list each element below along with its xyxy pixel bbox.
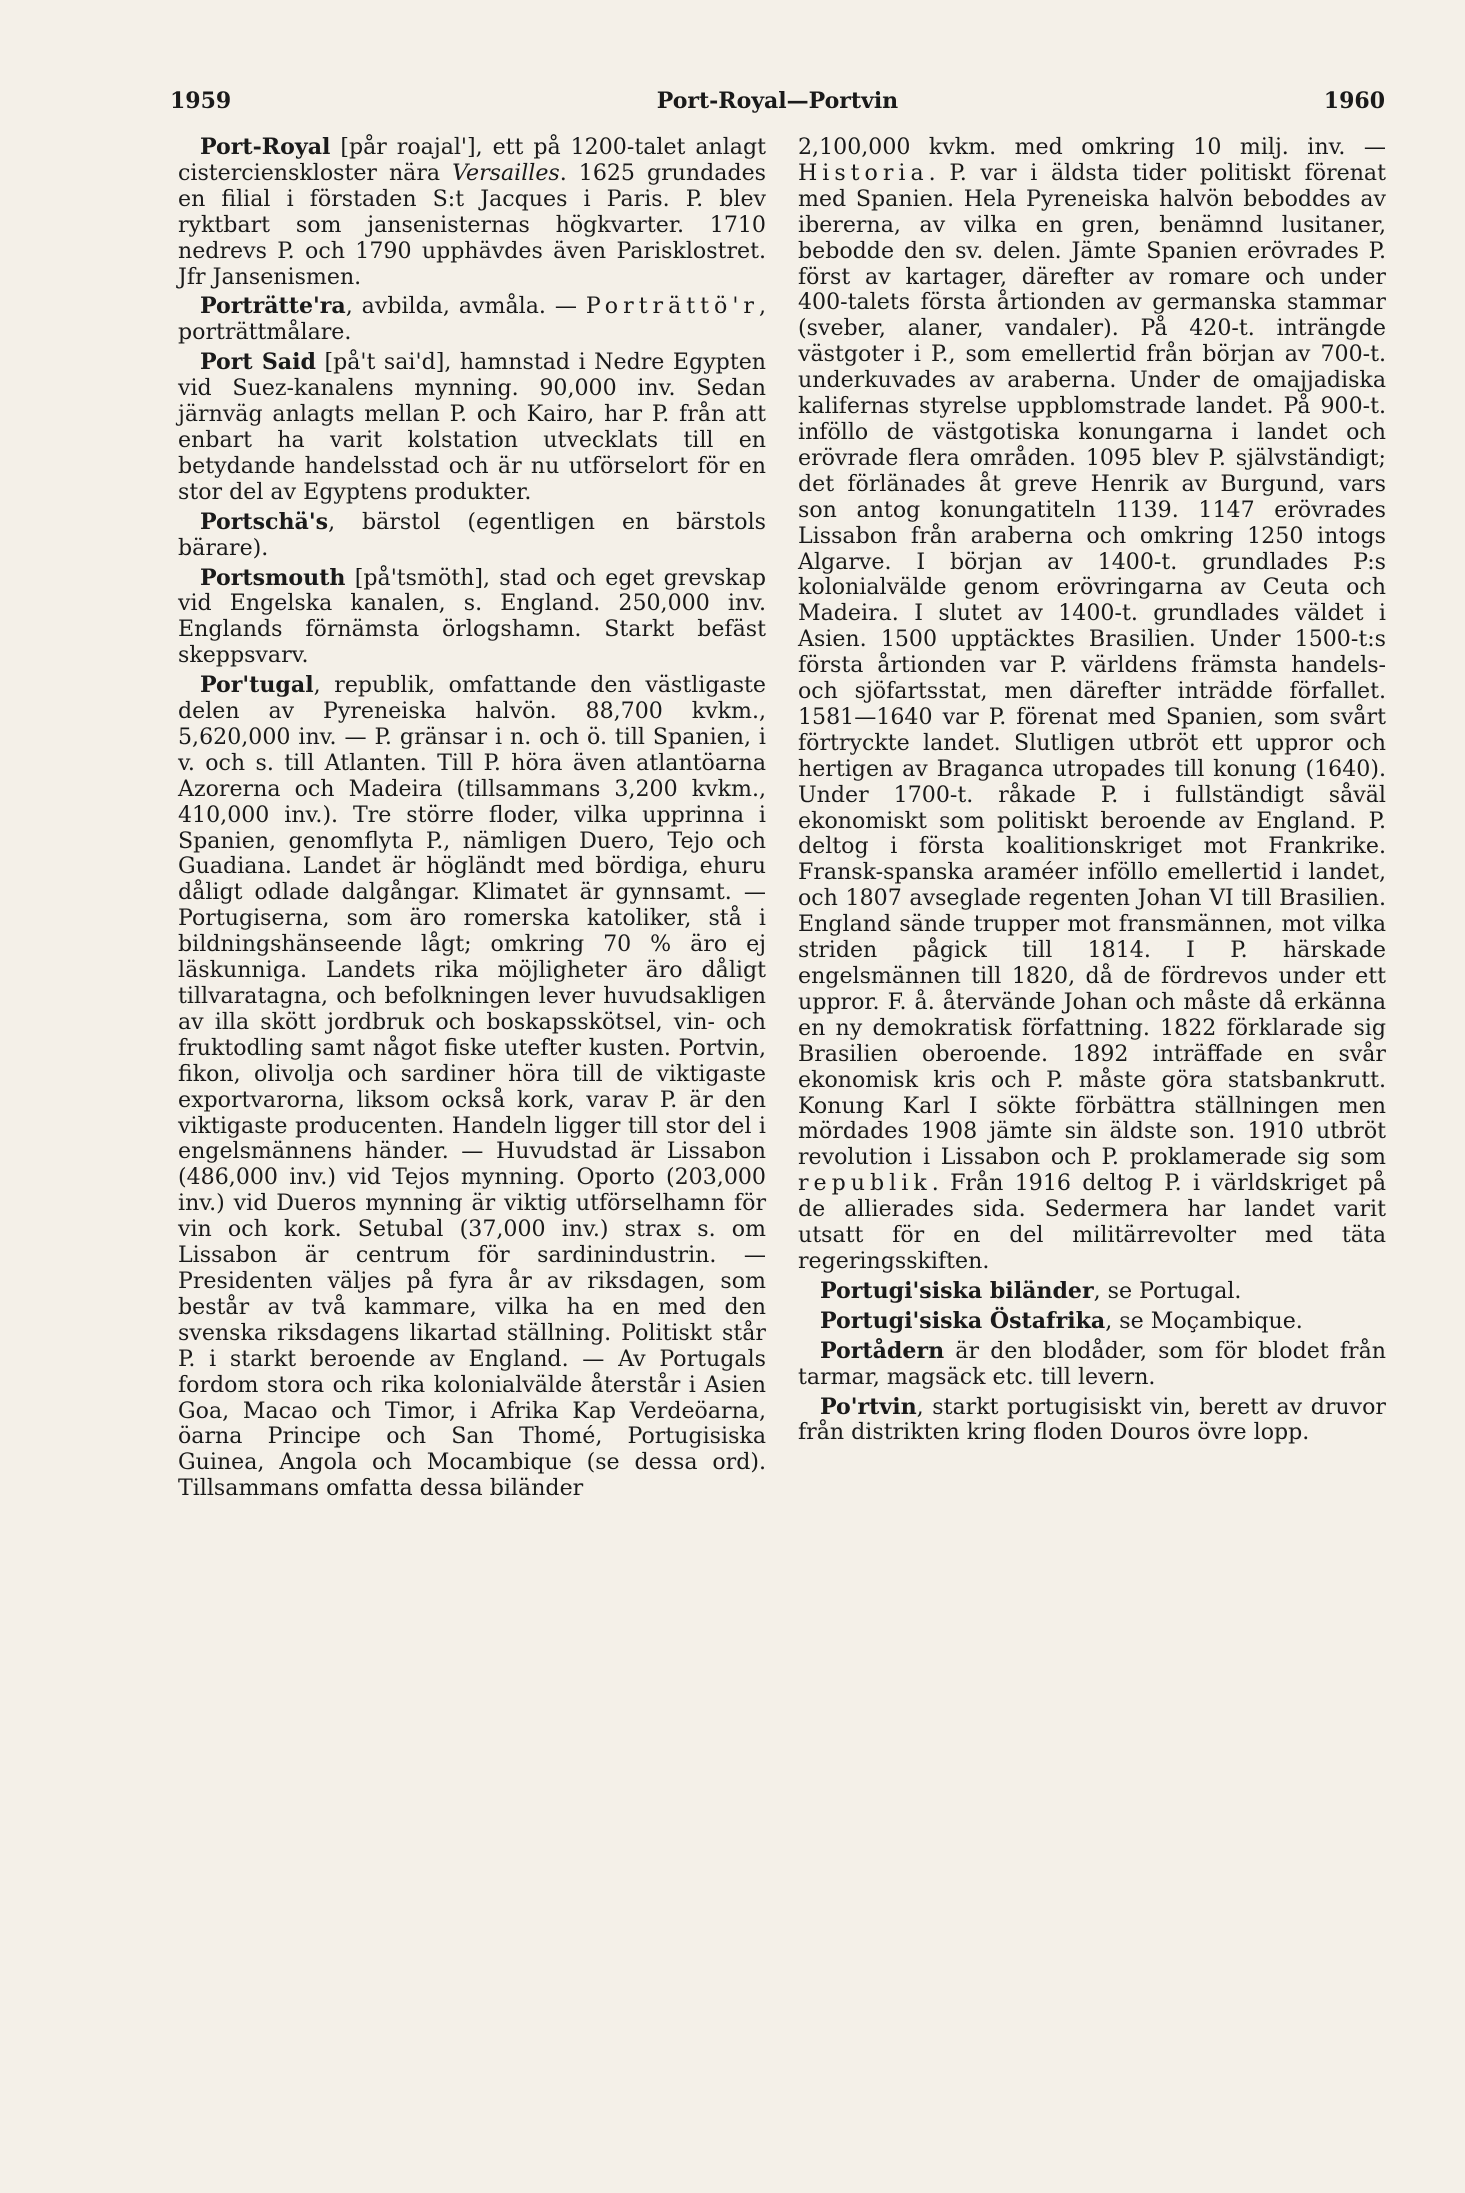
dictionary-entry [798,1395,1386,1447]
entry-text: , bärstol (egentligen en bärstols bärare). [178,508,766,561]
page-number-left: 1959 [170,88,232,114]
entry-text: , republik, omfattande den västligaste delen av Pyreneiska halvön. 88,700 kvkm., 5,620,000 inv. — P. gränsar i n. och ö. till Spanien, i v. och s. till Atlanten. Till P. höra även atlantöarna Azorerna och Madeira (tillsammans 3,200 kvkm., 410,000 inv.). Tre större floder, vilka upprinna i Spanien, genomflyta P., nämligen Duero, Tejo och Guadiana. Landet är högländt med bördiga, ehuru dåligt odlade dalgångar. Klimatet är gynnsamt. — Portugiserna, som äro romerska katoliker, stå i bildningshänseende lågt; omkring 70 % äro ej läskunniga. Landets rika möjligheter äro dåligt tillvaratagna, och befolkningen lever huvudsakligen av illa skött jordbruk och boskapsskötsel, vin- och fruktodling samt något fiske utefter kusten. Portvin, fikon, olivolja och sardiner höra till de viktigaste exportvarorna, liksom också kork, varav P. är den viktigaste producenten. Handeln ligger till stor del i engelsmännens händer. — Huvudstad är Lissabon (486,000 inv.) vid Tejos mynning. Oporto (203,000 inv.) vid Dueros mynning är viktig utförselhamn för vin och kork. Setubal (37,000 inv.) strax s. om Lissabon är centrum för sardinindustrin. — Presidenten väljes på fyra år av riksdagen, som består av två kammare, vilka ha en med den svenska riksdagens likartad ställning. Politiskt står P. i starkt beroende av England. — Av Portugals fordom stora och rika kolonialvälde återstår i Asien Goa, Macao och Timor, i Afrika Kap Verdeöarna, öarna Principe och San Thomé, Portugisiska Guinea, Angola och Mocambique (se dessa ord). Tillsammans omfatta dessa biländer [178,672,766,1502]
dictionary-entry [798,1279,1386,1305]
entry-text: [pår roajal'], ett på 1200-talet anlagt cistercienskloster nära [178,134,766,186]
entry-text: [på't sai'd], hamnstad i Nedre Egypten vid Suez-kanalens mynning. 90,000 inv. Sedan järnväg anlagts mellan P. och Kairo, har P. från att enbart ha varit kolstation utvecklats till en betydande handelsstad och är nu utförselort för en stor del av Egyptens produkter. [178,349,767,505]
entry-text: , starkt portugisiskt vin, berett av druvor från distrikten kring floden Douros övre lopp. [798,1393,1386,1446]
entry-text: , porträttmålare. [178,293,766,346]
dictionary-entry [798,1339,1386,1391]
entry-headword: Portugi'siska Östafrika [820,1307,1106,1334]
entry-text: , se Portugal. [1093,1277,1242,1304]
dictionary-entry [178,510,766,562]
dictionary-entry [798,1309,1386,1335]
entry-headword: Port-Royal [200,134,331,160]
entry-text: är den blodåder, som för blodet från tarmar, magsäck etc. till levern. [798,1337,1386,1390]
entry-text: . 1625 grundades en filial i förstaden S:t Jacques i Paris. P. blev ryktbart som jansenisternas högkvarter. 1710 nedrevs P. och 1790 upphävdes även Parisklostret. Jfr Jansenismen. [178,159,766,290]
page-header [170,88,1385,122]
page-number-right: 1960 [1323,88,1385,114]
entry-text: . Från 1916 deltog P. i världskriget på de allierades sida. Sedermera har landet varit utsatt för en del militärrevolter med täta regeringsskiften. [798,1170,1386,1274]
dictionary-entry [178,566,766,670]
entry-headword: Por'tugal [200,672,314,699]
entry-text: Versailles [452,159,560,186]
entry-text: . P. var i äldsta tider politiskt förenat med Spanien. Hela Pyreneiska halvön beboddes av ibererna, av vilka en gren, benämnd lusitaner, bebodde den sv. delen. Jämte Spanien erövrades P. först av kartager, därefter av romare och under 400-talets första årtionden av germanska stammar (sveber, alaner, vandaler). På 420-t. inträngde västgoter i P., som emellertid från början av 700-t. underkuvades av araberna. Under de omajjadiska kalifernas styrelse uppblomstrade landet. På 900-t. inföllo de västgotiska konungarna i landet och erövrade flera områden. 1095 blev P. självständigt; det förlänades åt greve Henrik av Burgund, vars son antog konungatiteln 1139. 1147 erövrades Lissabon från araberna och omkring 1250 intogs Algarve. I början av 1400-t. grundlades P:s kolonialvälde genom erövringarna av Ceuta och Madeira. I slutet av 1400-t. grundlades väldet i Asien. 1500 upptäcktes Brasilien. Under 1500-t:s första årtionden var P. världens främsta handels- och sjöfartsstat, men därefter inträdde förfallet. 1581—1640 var P. förenat med Spanien, som svårt förtryckte landet. Slutligen utbröt ett uppror och hertigen av Braganca utropades till konung (1640). Under 1700-t. råkade P. i fullständigt såväl ekonomiskt som politiskt beroende av England. P. deltog i första koalitionskriget mot Frankrike. Fransk-spanska araméer inföllo emellertid i landet, och 1807 avseglade regenten Johan VI till Brasilien. England sände trupper mot fransmännen, mot vilka striden pågick till 1814. I P. härskade engelsmännen till 1820, då de fördrevos under ett uppror. F. å. återvände Johan och måste då erkänna en ny demokratisk författning. 1822 förklarade sig Brasilien oberoende. 1892 inträffade en svår ekonomisk kris och P. måste göra statsbankrutt. Konung Karl I sökte förbättra ställningen men mördades 1908 jämte sin äldste son. 1910 utbröt revolution i Lissabon och P. proklamerade sig som [798,159,1386,1171]
dictionary-entry [178,294,766,346]
right-column [798,135,1386,1450]
left-column [178,135,766,1506]
entry-headword: Portådern [820,1337,945,1364]
entry-text: Porträttö'r [585,293,759,320]
entry-text: 2,100,000 kvkm. med omkring 10 milj. inv. — [798,134,1386,160]
entry-headword: Portschä's [200,508,329,535]
running-title: Port-Royal—Portvin [656,88,899,114]
entry-text: , se Moçambique. [1105,1307,1303,1334]
entry-text: [på'tsmöth], stad och eget grevskap vid Engelska kanalen, s. England. 250,000 inv. Englands förnämsta örlogshamn. Starkt befäst skeppsvarv. [178,564,766,669]
entry-text: , avbilda, avmåla. — [345,293,586,320]
dictionary-entry [178,135,766,290]
entry-headword: Portsmouth [200,564,346,591]
entry-headword: Po'rtvin [820,1393,917,1420]
dictionary-entry [178,673,766,1502]
entry-headword: Porträtte'ra [200,293,346,320]
dictionary-entry [178,350,766,505]
entry-text: Historia [798,159,929,186]
entry-headword: Port Said [200,349,316,376]
entry-headword: Portugi'siska biländer [820,1277,1094,1304]
entry-text: republik [798,1170,932,1197]
dictionary-entry [798,135,1386,1275]
